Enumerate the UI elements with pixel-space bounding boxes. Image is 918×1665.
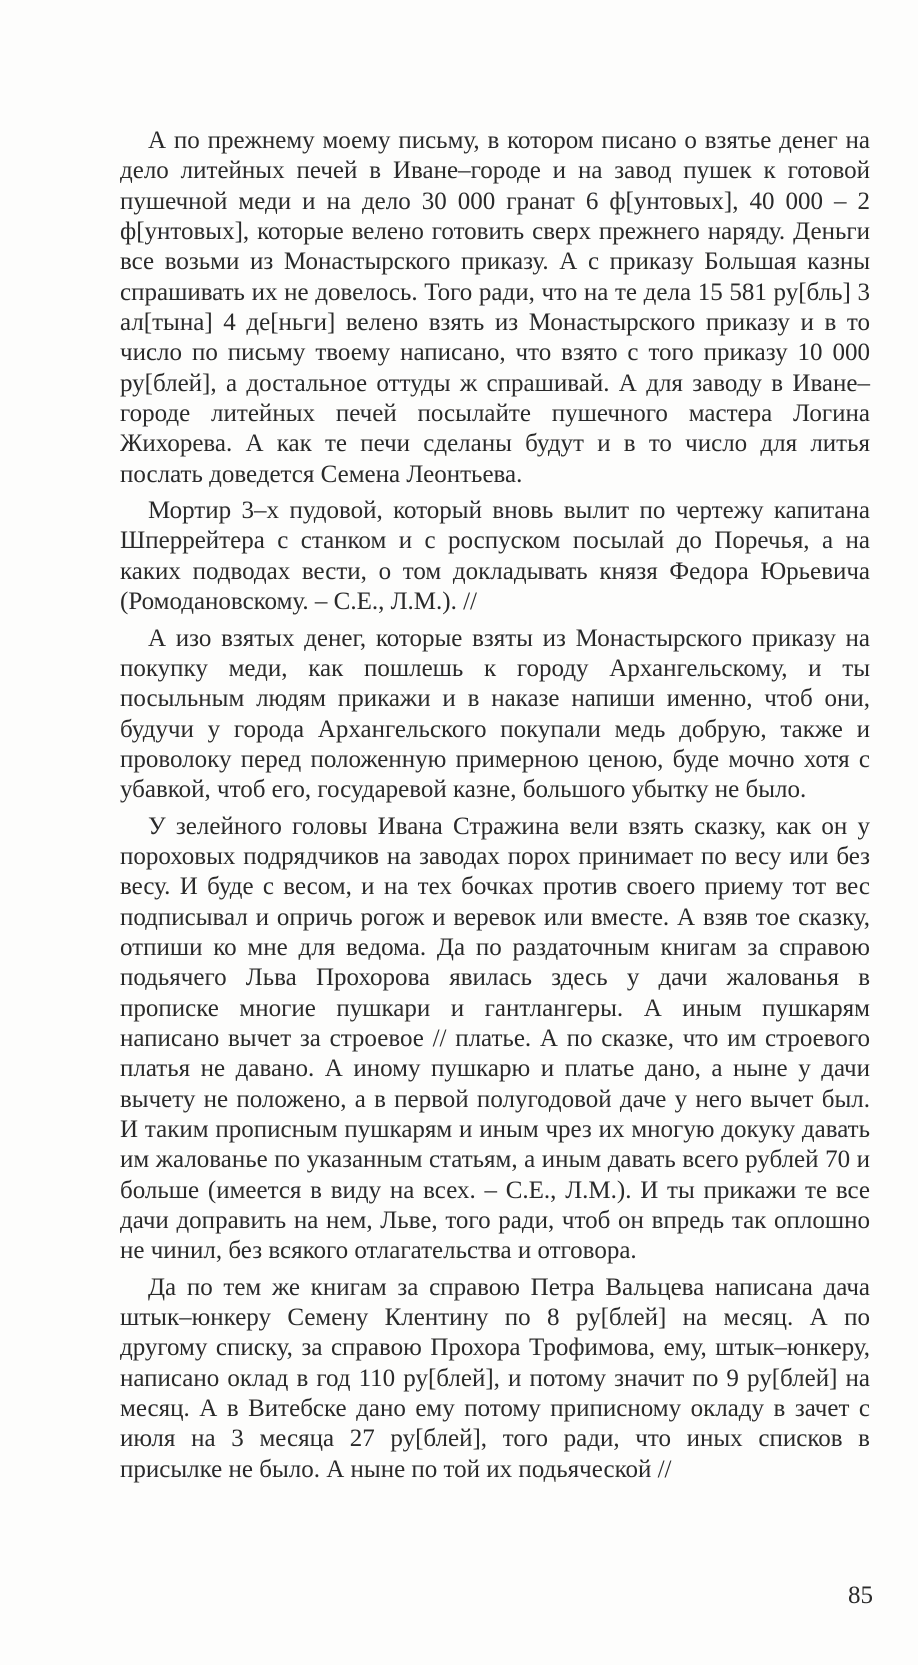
paragraph-4: У зелейного головы Ивана Стражина вели взять сказку, как он у пороховых подрядчиков на заводах порох принимает по весу или без весу. И буде с весом, и на тех бочках против своего приему тот вес подписывал и опричь рогож и веревок или вместе. А взяв тое сказку, отпиши ко мне для ведома. Да по раздаточным книгам за справою подьячего Льва Прохорова явилась здесь у дачи жалованья в прописке многие пушкари и гантлангеры. А иным пушкарям написано вычет за строевое // платье. А по сказке, что им строевого платья не давано. А иному пушкарю и платье дано, а ныне у дачи вычету не положено, а в первой полугодовой даче у него вычет был. И таким прописным пушкарям и иным чрез их многую докуку давать им жалованье по указанным статьям, а иным давать всего рублей 70 и больше (имеется в виду на всех. – С.Е., Л.М.). И ты прикажи те все дачи доправить на нем, Льве, того ради, чтоб он впредь так оплошно не чинил, без всякого отлагательства и отговора. [120, 812, 870, 1265]
page-number: 85 [848, 1582, 873, 1609]
body-text [120, 126, 870, 1485]
paragraph-2: Мортир 3–х пудовой, который вновь вылит по чертежу капитана Шперрейтера с станком и с роспуском посылай до Поречья, а на каких подводах вести, о том докладывать князя Федора Юрьевича (Ромодановскому. – С.Е., Л.М.). // [120, 497, 870, 616]
paragraph-1: А по прежнему моему письму, в котором писано о взятье денег на дело литейных печей в Иване–городе и на завод пушек к готовой пушечной меди и на дело 30 000 гранат 6 ф[унтовых], 40 000 – 2 ф[унтовых], которые велено готовить сверх прежнего наряду. Деньги все возьми из Монастырского приказу. А с приказу Большая казны спрашивать их не довелось. Того ради, что на те дела 15 581 ру[бль] 3 ал[тына] 4 де[ньги] велено взять из Монастырского приказу и в то число по письму твоему написано, что взято с того приказу 10 000 ру[блей], а достальное оттуды ж спрашивай. А для заводу в Иване–городе литейных печей посылайте пушечного мастера Логина Жихорева. А как те печи сделаны будут и в то число для литья послать доведется Семена Леонтьева. [120, 127, 870, 488]
paragraph-3: А изо взятых денег, которые взяты из Монастырского приказу на покупку меди, как пошлешь к городу Архангельскому, и ты посыльным людям прикажи и в наказе напиши именно, чтоб они, будучи у города Архангельского покупали медь добрую, также и проволоку перед положенную примерною ценою, буде мочно хотя с убавкой, чтоб его, государевой казне, большого убытку не было. [120, 624, 870, 804]
paragraph-5: Да по тем же книгам за справою Петра Вальцева написана дача штык–юнкеру Семену Клентину по 8 ру[блей] на месяц. А по другому списку, за справою Прохора Трофимова, ему, штык–юнкеру, написано оклад в год 110 ру[блей], и потому значит по 9 ру[блей] на месяц. А в Витебске дано ему потому приписному окладу в зачет с июля на 3 месяца 27 ру[блей], того ради, что иных списков в присылке не было. А ныне по той их подьяческой // [120, 1273, 870, 1483]
